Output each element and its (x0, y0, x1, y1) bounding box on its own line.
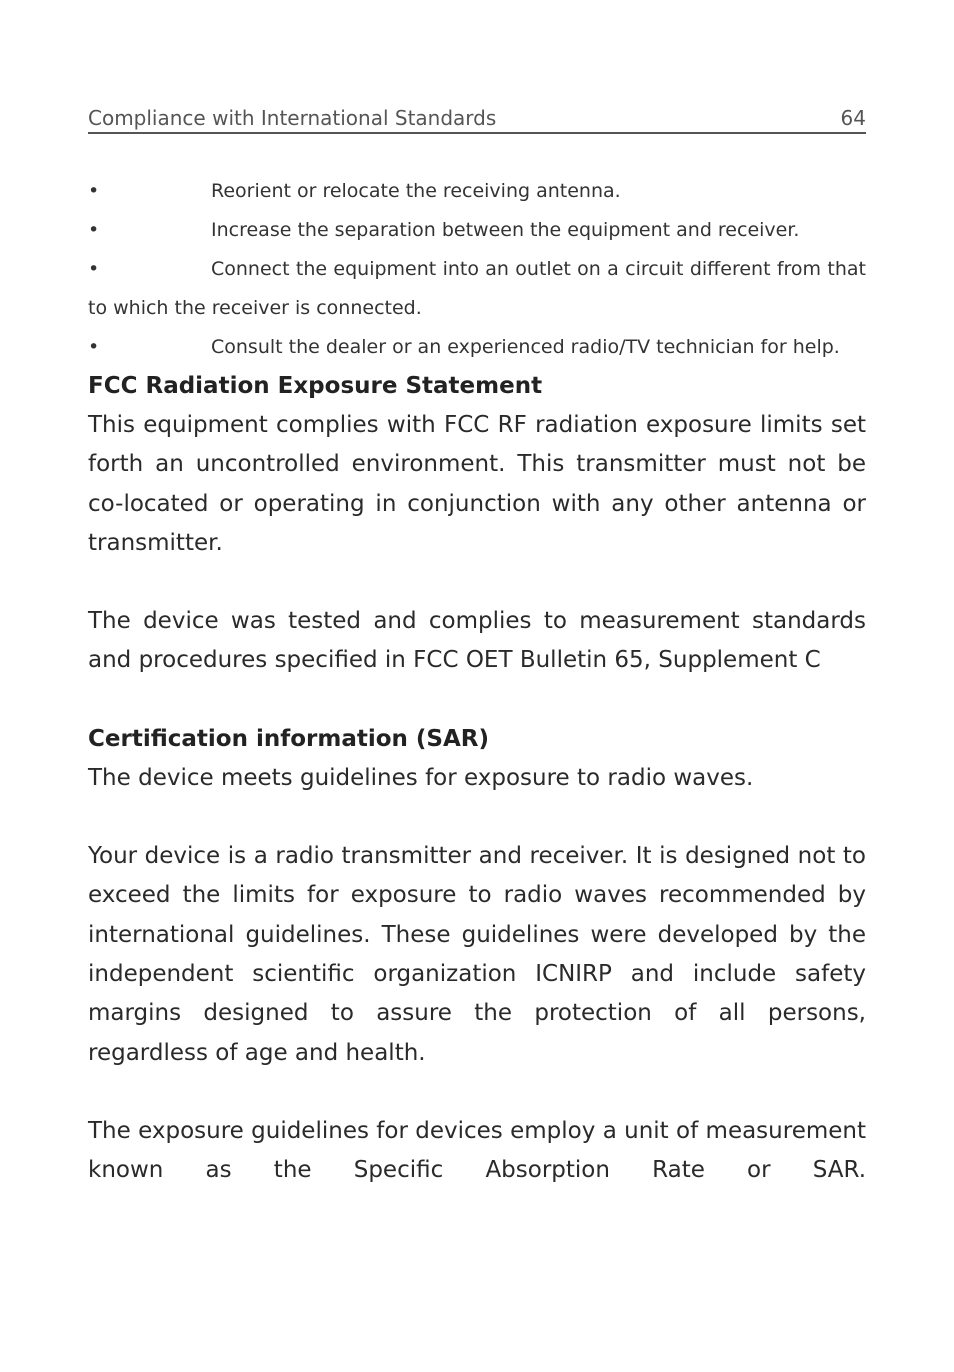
bullet-item (88, 172, 866, 211)
bullet-marker: • (88, 336, 100, 358)
bullet-marker: • (88, 258, 100, 280)
running-header (88, 104, 866, 134)
section-title: Compliance with International Standards (88, 106, 497, 130)
fcc-paragraph: The device was tested and complies to measurement standards and procedures specified in FCC OET Bulletin 65, Supplement C (88, 608, 866, 674)
bullet-marker: • (88, 180, 100, 202)
bullet-item (88, 328, 866, 367)
fcc-paragraph: This equipment complies with FCC RF radiation exposure limits set forth an uncontrolled environment. This transmitter must not be co-located or operating in conjunction with any other antenna or transmitter. (88, 412, 866, 556)
spacer (88, 1073, 866, 1112)
spacer (88, 563, 866, 602)
spacer (88, 681, 866, 720)
bullet-text: Connect the equipment into an outlet on a circuit different from that to which the receiver is connected. (88, 258, 866, 319)
bullet-item (88, 250, 866, 328)
sar-heading: Certification information (SAR) (88, 725, 490, 752)
bullet-text: Consult the dealer or an experienced radio/TV technician for help. (211, 336, 840, 358)
page-content (88, 172, 866, 1190)
fcc-heading: FCC Radiation Exposure Statement (88, 373, 543, 399)
sar-paragraph: The exposure guidelines for devices employ a unit of measurement known as the Specific Absorption Rate or SAR. (88, 1117, 866, 1184)
sar-paragraph: Your device is a radio transmitter and receiver. It is designed not to exceed the limits for exposure to radio waves recommended by international guidelines. These guidelines were developed by the independent scientific organization ICNIRP and include safety margins designed to assure the protection of all persons, regardless of age and health. (88, 843, 866, 1066)
sar-paragraph: The device meets guidelines for exposure to radio waves. (88, 764, 754, 791)
page-number: 64 (840, 106, 866, 130)
bullet-text: Reorient or relocate the receiving antenna. (211, 180, 621, 202)
bullet-text: Increase the separation between the equipment and receiver. (211, 219, 800, 241)
spacer (88, 798, 866, 837)
bullet-marker: • (88, 219, 100, 241)
bullet-item (88, 211, 866, 250)
